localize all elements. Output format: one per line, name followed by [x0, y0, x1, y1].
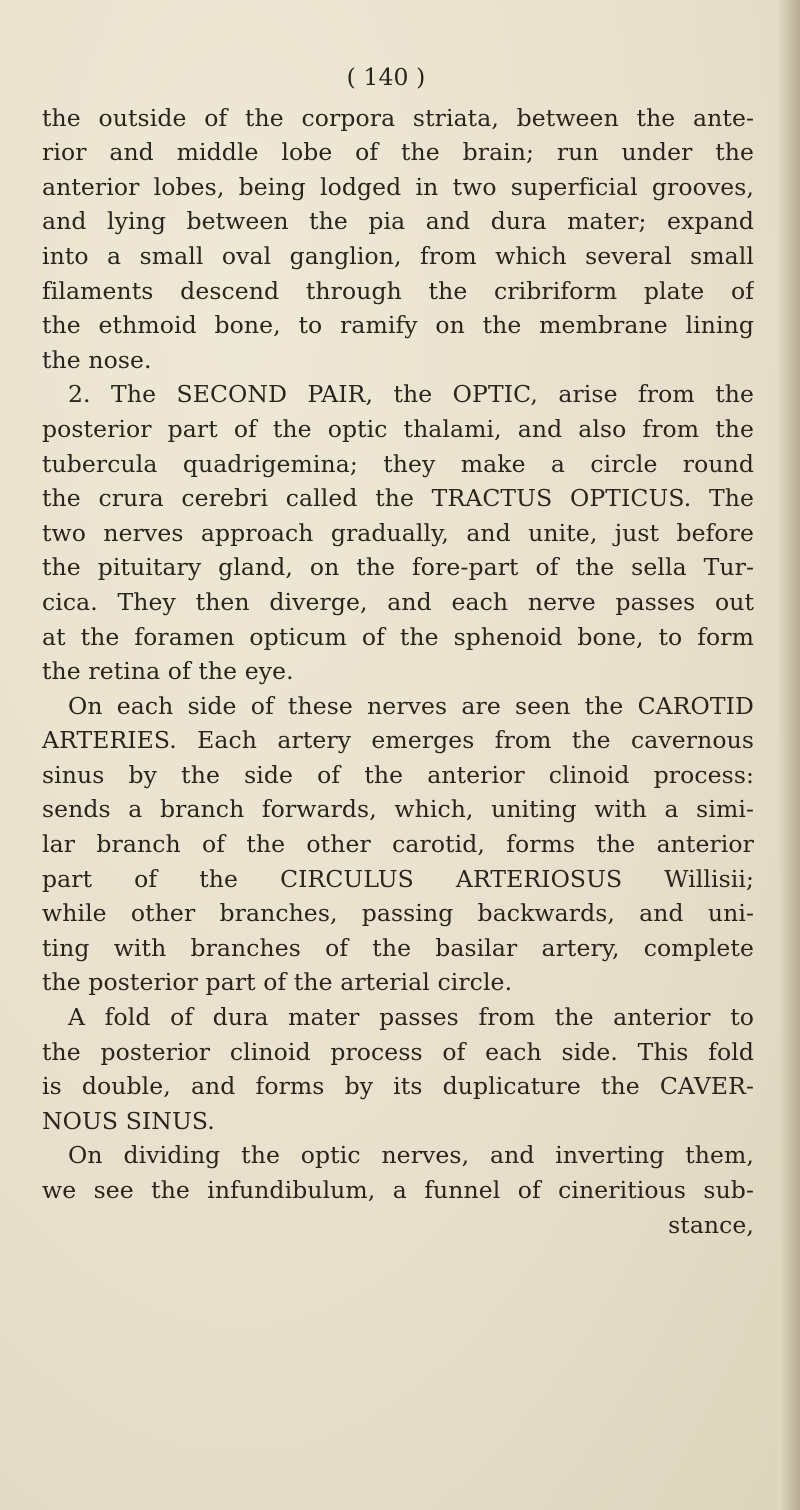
- catchword: stance,: [668, 1210, 754, 1239]
- text-line: ting with branches of the basilar artery, complete: [42, 933, 754, 962]
- text-line: the crura cerebri called the TRACTUS OPTICUS. The: [42, 484, 754, 513]
- text-line: and lying between the pia and dura mater; expand: [42, 207, 754, 236]
- text-line: anterior lobes, being lodged in two superficial grooves,: [42, 172, 754, 201]
- text-line: lar branch of the other carotid, forms the anterior: [42, 830, 754, 859]
- text-line: NOUS SINUS.: [42, 1106, 215, 1135]
- text-line: two nerves approach gradually, and unite, just before: [42, 518, 754, 547]
- text-line: while other branches, passing backwards, and uni-: [42, 899, 754, 928]
- text-line: posterior part of the optic thalami, and also from the: [42, 414, 754, 443]
- text-line: is double, and forms by its duplicature the CAVER-: [42, 1072, 754, 1101]
- text-line: the ethmoid bone, to ramify on the membrane lining: [42, 311, 754, 340]
- text-line: sends a branch forwards, which, uniting with a simi-: [42, 795, 754, 824]
- text-line: filaments descend through the cribriform plate of: [42, 276, 754, 305]
- page-text-block: [42, 60, 754, 1242]
- page-edge-shadow: [778, 0, 800, 1510]
- text-line: On dividing the optic nerves, and inverting them,: [68, 1141, 754, 1170]
- page-number: ( 140 ): [346, 63, 426, 91]
- text-line: ARTERIES. Each artery emerges from the cavernous: [42, 726, 754, 755]
- text-line: A fold of dura mater passes from the anterior to: [68, 1003, 754, 1032]
- text-line: the posterior part of the arterial circle.: [42, 968, 513, 997]
- text-line: the nose.: [42, 345, 152, 374]
- text-line: the outside of the corpora striata, between the ante-: [42, 103, 754, 132]
- text-line: On each side of these nerves are seen the CAROTID: [68, 691, 754, 720]
- text-line: into a small oval ganglion, from which several small: [42, 241, 754, 270]
- text-line: tubercula quadrigemina; they make a circle round: [42, 449, 754, 478]
- text-line: rior and middle lobe of the brain; run under the: [42, 138, 754, 167]
- text-line: cica. They then diverge, and each nerve passes out: [42, 587, 754, 616]
- text-line: the pituitary gland, on the fore-part of the sella Tur-: [42, 553, 754, 582]
- text-line: the retina of the eye.: [42, 657, 294, 686]
- text-line: 2. The SECOND PAIR, the OPTIC, arise from the: [68, 380, 754, 409]
- text-line: part of the CIRCULUS ARTERIOSUS Willisii;: [42, 864, 754, 893]
- text-line: the posterior clinoid process of each side. This fold: [42, 1037, 754, 1066]
- text-line: we see the infundibulum, a funnel of cineritious sub-: [42, 1176, 754, 1204]
- text-line: at the foramen opticum of the sphenoid bone, to form: [42, 622, 754, 651]
- text-line: sinus by the side of the anterior clinoid process:: [42, 760, 754, 789]
